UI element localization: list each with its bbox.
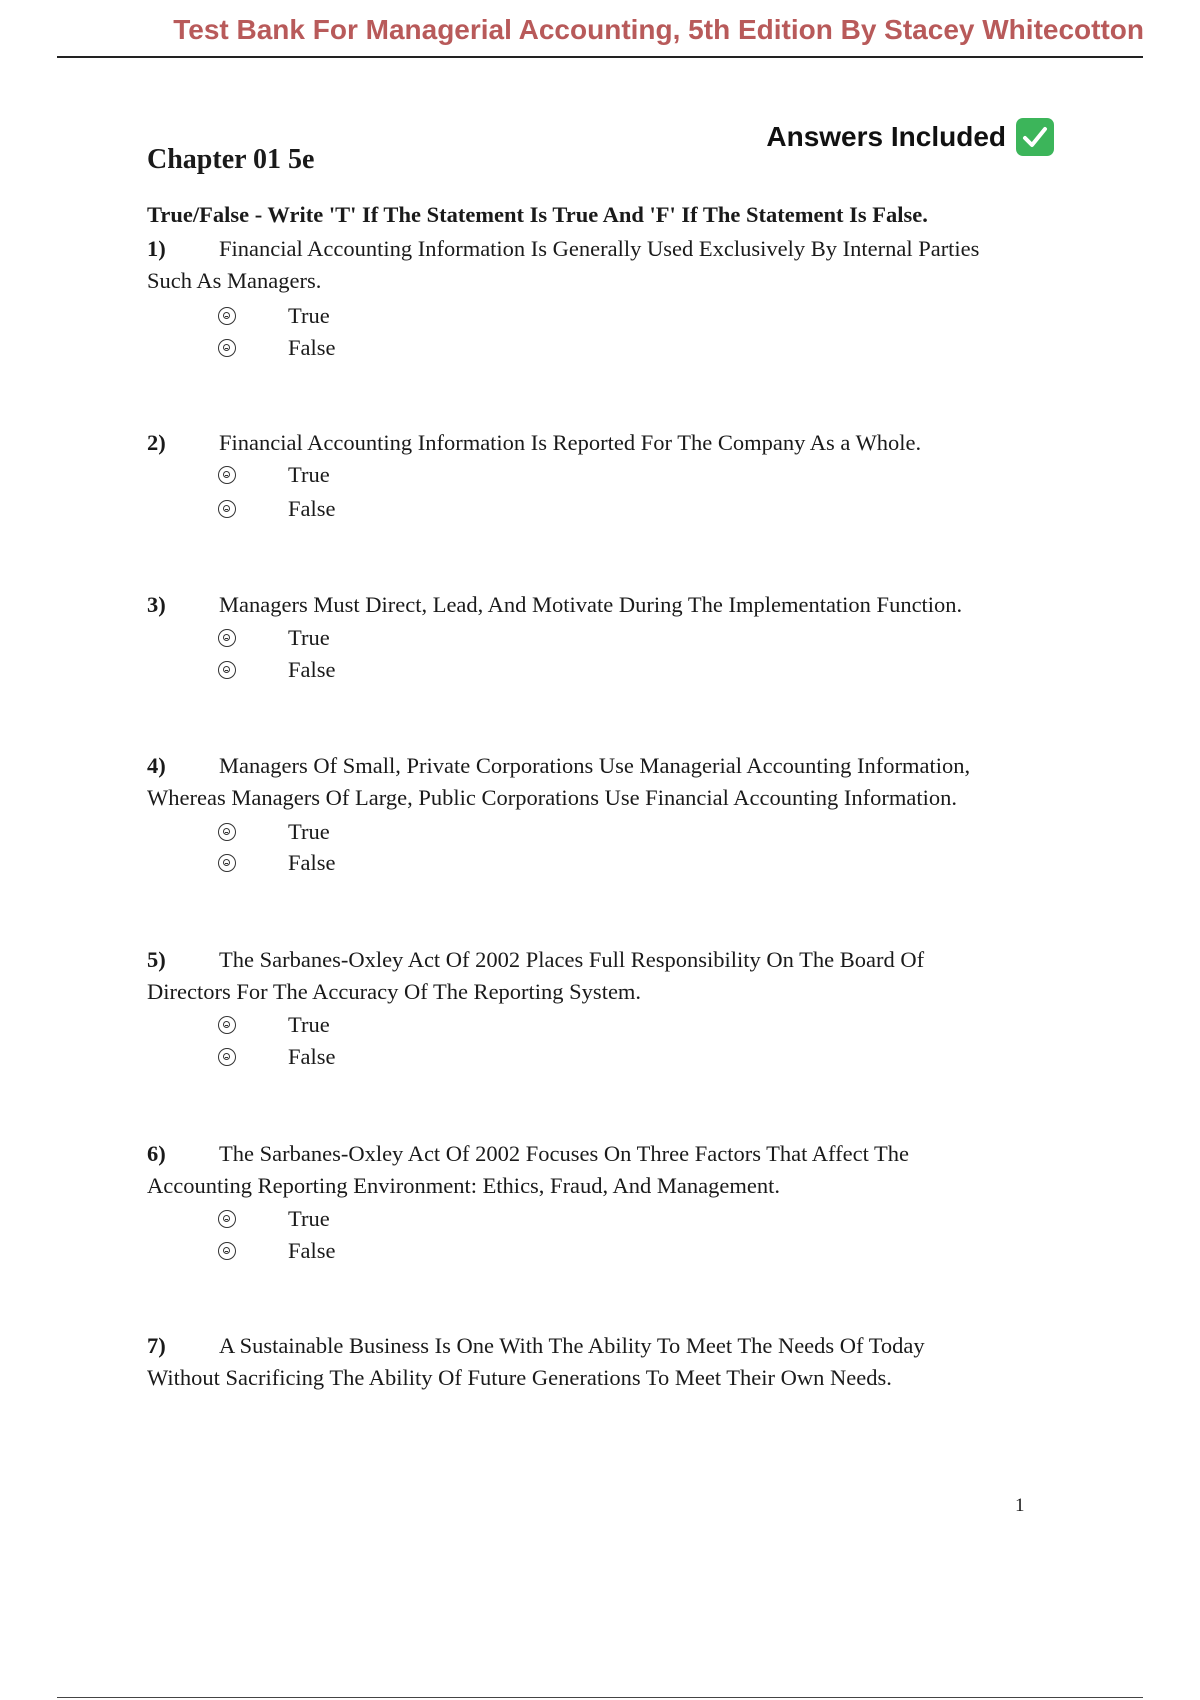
header-divider — [57, 56, 1143, 58]
document-header-title: Test Bank For Managerial Accounting, 5th Edition By Stacey Whitecotton — [173, 14, 1144, 45]
question-number: 1) — [147, 236, 166, 261]
question-number: 7) — [147, 1333, 166, 1358]
option-label: False — [288, 1044, 336, 1069]
chapter-title: Chapter 01 5e — [147, 144, 315, 175]
answers-included-badge — [766, 118, 1054, 156]
option-false[interactable] — [218, 654, 336, 686]
question-text-continued: Whereas Managers Of Large, Public Corporations Use Financial Accounting Information. — [147, 785, 957, 810]
option-label: False — [288, 850, 336, 875]
radio-icon[interactable] — [218, 823, 236, 841]
question-text-continued: Without Sacrificing The Ability Of Future Generations To Meet Their Own Needs. — [147, 1365, 892, 1390]
option-label: False — [288, 335, 336, 360]
option-label: True — [288, 1012, 330, 1037]
question-7 — [147, 1330, 1047, 1394]
radio-icon[interactable] — [218, 629, 236, 647]
radio-icon[interactable] — [218, 1210, 236, 1228]
question-text: Managers Of Small, Private Corporations Use Managerial Accounting Information, — [219, 753, 971, 778]
option-label: True — [288, 625, 330, 650]
option-label: True — [288, 303, 330, 328]
option-true[interactable] — [218, 622, 330, 654]
option-true[interactable] — [218, 1009, 330, 1041]
option-true[interactable] — [218, 816, 330, 848]
option-false[interactable] — [218, 847, 336, 879]
option-false[interactable] — [218, 1235, 336, 1267]
option-true[interactable] — [218, 459, 330, 491]
radio-icon[interactable] — [218, 1242, 236, 1260]
radio-icon[interactable] — [218, 466, 236, 484]
check-box-icon — [1016, 118, 1054, 156]
question-text: Financial Accounting Information Is Generally Used Exclusively By Internal Parties — [219, 236, 980, 261]
option-true[interactable] — [218, 300, 330, 332]
option-label: True — [288, 462, 330, 487]
option-label: True — [288, 819, 330, 844]
question-2 — [147, 427, 1047, 459]
question-text: The Sarbanes-Oxley Act Of 2002 Focuses On Three Factors That Affect The — [219, 1141, 910, 1166]
question-4 — [147, 750, 1047, 814]
option-false[interactable] — [218, 1041, 336, 1073]
question-6 — [147, 1138, 1047, 1202]
question-text-continued: Directors For The Accuracy Of The Reporting System. — [147, 979, 642, 1004]
question-1 — [147, 233, 1047, 297]
answers-included-label: Answers Included — [766, 121, 1006, 152]
option-label: False — [288, 496, 336, 521]
question-3 — [147, 589, 1047, 621]
option-label: False — [288, 1238, 336, 1263]
question-text: The Sarbanes-Oxley Act Of 2002 Places Full Responsibility On The Board Of — [219, 947, 925, 972]
question-number: 4) — [147, 753, 166, 778]
section-instructions: True/False - Write 'T' If The Statement Is True And 'F' If The Statement Is False. — [147, 202, 928, 227]
radio-icon[interactable] — [218, 1048, 236, 1066]
option-false[interactable] — [218, 332, 336, 364]
question-number: 2) — [147, 430, 166, 455]
question-text-continued: Such As Managers. — [147, 268, 322, 293]
option-label: True — [288, 1206, 330, 1231]
radio-icon[interactable] — [218, 1016, 236, 1034]
question-text: Financial Accounting Information Is Reported For The Company As a Whole. — [219, 430, 922, 455]
radio-icon[interactable] — [218, 854, 236, 872]
option-true[interactable] — [218, 1203, 330, 1235]
question-number: 6) — [147, 1141, 166, 1166]
question-number: 3) — [147, 592, 166, 617]
question-5 — [147, 944, 1047, 1008]
option-label: False — [288, 657, 336, 682]
radio-icon[interactable] — [218, 307, 236, 325]
radio-icon[interactable] — [218, 500, 236, 518]
footer-divider — [57, 1697, 1143, 1698]
page-number: 1 — [1015, 1495, 1025, 1516]
radio-icon[interactable] — [218, 661, 236, 679]
question-text: Managers Must Direct, Lead, And Motivate During The Implementation Function. — [219, 592, 963, 617]
question-text-continued: Accounting Reporting Environment: Ethics, Fraud, And Management. — [147, 1173, 781, 1198]
question-number: 5) — [147, 947, 166, 972]
question-text: A Sustainable Business Is One With The Ability To Meet The Needs Of Today — [219, 1333, 925, 1358]
option-false[interactable] — [218, 493, 336, 525]
radio-icon[interactable] — [218, 339, 236, 357]
